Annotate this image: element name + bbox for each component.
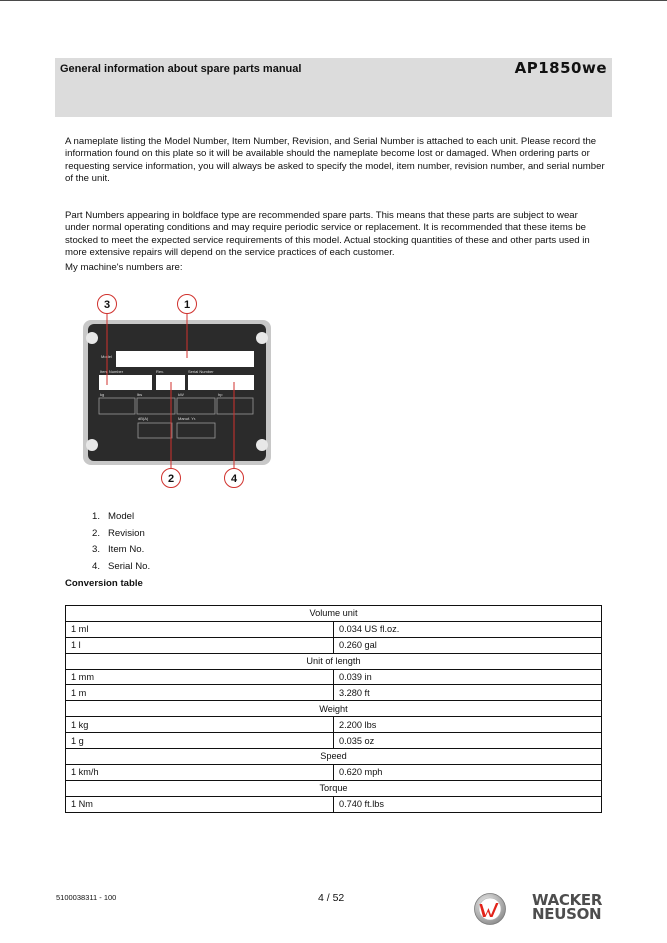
brand-line-2: NEUSON (532, 905, 602, 923)
legend-number: 3. (91, 544, 100, 555)
from-unit: 1 l (66, 637, 334, 653)
legend-item (80, 561, 150, 578)
plate-label-model: Model (101, 354, 112, 359)
nameplate-diagram (80, 290, 275, 495)
wacker-neuson-logo-icon (474, 893, 506, 925)
brand-line-1: WACKER (532, 891, 603, 909)
from-unit: 1 kg (66, 717, 334, 733)
mount-hole (256, 332, 268, 344)
model-field (116, 351, 254, 367)
plate-body (88, 324, 266, 461)
to-unit: 2.200 lbs (334, 717, 602, 733)
from-unit: 1 m (66, 685, 334, 701)
table-row (66, 796, 602, 812)
legend-number: 2. (91, 527, 100, 539)
mount-hole (86, 439, 98, 451)
page-header (55, 58, 612, 117)
to-unit: 0.740 ft.lbs (334, 796, 602, 812)
nameplate-legend (80, 511, 150, 577)
plate-label-kg: kg (100, 392, 105, 397)
to-unit: 0.034 US fl.oz. (334, 621, 602, 637)
callout-number-3: 3 (103, 299, 111, 311)
page-number: 4 / 52 (318, 892, 345, 904)
top-border (0, 0, 667, 1)
section-title: General information about spare parts manual (60, 63, 302, 75)
nameplate-paragraph: A nameplate listing the Model Number, Item Number, Revision, and Serial Number is attached to each unit. Please record the information found on this plate so it will be available should the nameplate become lost or damaged. When ordering parts or requesting service information, you will always be asked to specify the model, item number, revision number, and serial number of the unit. (65, 136, 605, 184)
table-row (66, 733, 602, 749)
table-row (66, 764, 602, 780)
plate-label-lbs: lbs (137, 392, 143, 397)
callout-number-1: 1 (183, 299, 191, 311)
to-unit: 0.620 mph (334, 764, 602, 780)
document-number: 5100038311 - 100 (56, 893, 117, 902)
group-header: Volume unit (66, 606, 602, 622)
legend-number: 4. (91, 560, 100, 572)
table-group-row (66, 780, 602, 796)
table-row (66, 621, 602, 637)
machine-numbers-label: My machine's numbers are: (65, 262, 183, 273)
from-unit: 1 Nm (66, 796, 334, 812)
plate-label-manuf: Manuf. Yr. (178, 416, 197, 421)
table-group-row (66, 701, 602, 717)
table-row (66, 637, 602, 653)
table-row (66, 685, 602, 701)
conversion-table (65, 605, 602, 813)
legend-item (80, 544, 150, 561)
plate-label-serial: Serial Number (188, 369, 214, 374)
legend-number: 1. (91, 511, 100, 522)
table-group-row (66, 653, 602, 669)
group-header: Unit of length (66, 653, 602, 669)
spare-parts-paragraph: Part Numbers appearing in boldface type are recommended spare parts. This means that these parts are subject to wear under normal operating conditions and may require periodic service or replacement. It is recommended that these items be stocked to meet the expected service requirements of this model. Actual stocking quantities of these and other parts used in more extensive repairs will depend on the service practices of each customer. (65, 210, 590, 258)
group-header: Weight (66, 701, 602, 717)
plate-label-item: Item Number (100, 369, 124, 374)
to-unit: 0.035 oz (334, 733, 602, 749)
legend-item (80, 511, 150, 528)
legend-item (80, 528, 150, 545)
group-header: Speed (66, 749, 602, 765)
plate-label-kw: kW (178, 392, 184, 397)
legend-label: Revision (108, 527, 145, 539)
from-unit: 1 mm (66, 669, 334, 685)
plate-label-rev: Rev. (156, 369, 164, 374)
serial-field (188, 375, 254, 390)
brand-wordmark (532, 893, 602, 921)
plate-label-hp: hp (218, 392, 223, 397)
legend-label: Serial No. (108, 560, 151, 572)
from-unit: 1 ml (66, 621, 334, 637)
callout-number-4: 4 (230, 473, 238, 485)
table-row (66, 717, 602, 733)
to-unit: 3.280 ft (334, 685, 602, 701)
callout-number-2: 2 (167, 473, 175, 485)
plate-label-dba: dB(A) (138, 416, 149, 421)
conversion-table-title: Conversion table (65, 578, 143, 589)
legend-label: Model (108, 511, 135, 522)
table-row (66, 669, 602, 685)
legend-label: Item No. (108, 544, 145, 555)
from-unit: 1 km/h (66, 764, 334, 780)
to-unit: 0.260 gal (334, 637, 602, 653)
mount-hole (256, 439, 268, 451)
mount-hole (86, 332, 98, 344)
group-header: Torque (66, 780, 602, 796)
to-unit: 0.039 in (334, 669, 602, 685)
model-name: AP1850we (514, 59, 607, 77)
table-group-row (66, 749, 602, 765)
from-unit: 1 g (66, 733, 334, 749)
table-group-row (66, 606, 602, 622)
